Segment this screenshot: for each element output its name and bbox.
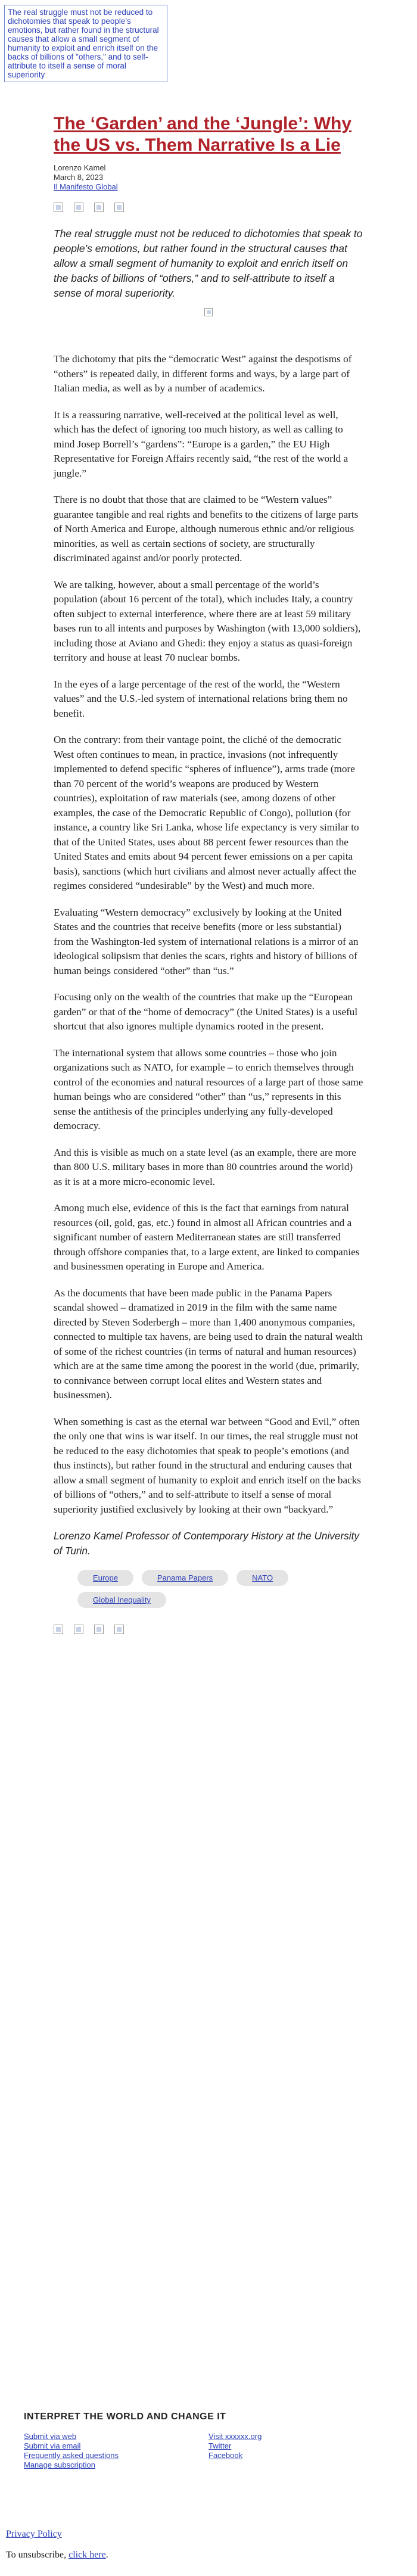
- header-image-alt-text: The real struggle must not be reduced to dichotomies that speak to people's emotions, but rather found in the structural causes that allow a small segment of humanity to exploit and enrich itself on the backs of billions of "others," and to self-attribute to itself a sense of moral superiority: [8, 8, 159, 79]
- facebook-share-icon[interactable]: [54, 203, 63, 212]
- footer-left-column: [24, 2432, 208, 2470]
- paragraph: Evaluating “Western democracy” exclusively by looking at the United States and the countries that receive benefits (more or less substantial) from the Washington-led system of international relations is a mirror of an ideological solipsism that denies the scars, rights and history of billions of human beings considered “other” than “us.”: [54, 906, 359, 976]
- visit-site-link[interactable]: Visit xxxxxx.org: [208, 2432, 262, 2441]
- publication-link[interactable]: Il Manifesto Global: [54, 182, 118, 191]
- manage-subscription-link[interactable]: Manage subscription: [24, 2460, 95, 2469]
- share-icons-bottom: [54, 1625, 363, 1634]
- tag-europe[interactable]: Europe: [77, 1570, 133, 1586]
- article-lead: The real struggle must not be reduced to dichotomies that speak to people’s emotions, but rather found in the structural causes that allow a small segment of humanity to exploit and enrich itself on the backs of billions of “others,” and to self-attribute to itself a sense of moral superiority.: [54, 228, 363, 299]
- linkedin-share-icon[interactable]: [94, 203, 104, 212]
- paragraph: There is no doubt that those that are claimed to be “Western values” guarantee tangible and real rights and benefits to the citizens of large parts of North America and Europe, although numerous ethnic and/or religious minorities, as well as certain sections of society, are structurally discriminated against and/or poorly protected.: [54, 494, 359, 564]
- unsubscribe-line: [6, 2550, 108, 2561]
- paragraph: As the documents that have been made public in the Panama Papers scandal showed – dramatized in 2019 in the film with the same name directed by Steven Soderbergh – more than 1,400 anonymous companies, connected to multiple tax havens, are being used to drain the natural wealth of some of the richest countries (in terms of natural and human resources) which are at the same time among the poorest in the world (due, primarily, to connivance between corrupt local elites and Western states and businessmen).: [54, 1287, 363, 1401]
- unsubscribe-text: To unsubscribe,: [6, 2550, 67, 2560]
- linkedin-share-icon[interactable]: [94, 1625, 104, 1634]
- paragraph: The international system that allows some countries – those who join organizations such as NATO, for example – to enrich themselves through control of the economies and natural resources of a large part of those same human beings who are considered “other” than “us,” represents in this sense the antithesis of the principles underlying any fully-developed democracy.: [54, 1047, 363, 1131]
- author-signature: Lorenzo Kamel Professor of Contemporary History at the University of Turin.: [54, 1530, 359, 1557]
- footer-links: [24, 2432, 393, 2470]
- email-share-icon[interactable]: [114, 203, 124, 212]
- header-image[interactable]: [4, 5, 167, 82]
- paragraph: Focusing only on the wealth of the countries that make up the “European garden” or that of the “home of democracy” (the United States) is a useful shortcut that also ignores multiple dynamics rooted in the present.: [54, 991, 358, 1032]
- article-meta: [54, 163, 363, 192]
- privacy-policy-link[interactable]: Privacy Policy: [6, 2529, 62, 2539]
- paragraph: And this is visible as much on a state level (as an example, there are more than 800 U.S. military bases in more than 80 countries around the world) as it is at a more micro-economic level.: [54, 1146, 356, 1187]
- article-date: March 8, 2023: [54, 173, 104, 182]
- article-hero-image: [204, 308, 213, 316]
- unsubscribe-end: .: [105, 2550, 108, 2560]
- faq-link[interactable]: Frequently asked questions: [24, 2451, 119, 2460]
- paragraph: On the contrary: from their vantage point, the cliché of the democratic West often continues to mean, in practice, invasions (not infrequently implemented to defend specific “spheres of influence”), arms trade (more than 70 percent of the world’s weapons are produced by Western countries), exploitation of raw materials (see, among dozens of other examples, the case of the Democratic Republic of Congo), pollution (for instance, a country like Sri Lanka, whose life expectancy is very similar to that of the United States, uses about 88 percent fewer resources than the United States and emits about 94 percent fewer emissions on a per capita basis), sanctions (which hurt civilians and almost never actually affect the regimes considered “undesirable” by the West) and much more.: [54, 734, 359, 891]
- paragraph: It is a reassuring narrative, well-received at the political level as well, which has the defect of ignoring too much history, as well as calling to mind Josep Borrell’s “gardens”: “Europe is a garden,” the EU High Representative for Foreign Affairs recently said, “the rest of the world a jungle.”: [54, 409, 348, 479]
- paragraph: Among much else, evidence of this is the fact that earnings from natural resources (oil, gold, gas, etc.) found in almost all African countries and a significant number of eastern Mediterranean states are still transferred through offshore companies that, to a large extent, are linked to companies and businessmen operating in Europe and America.: [54, 1202, 360, 1272]
- paragraph: In the eyes of a large percentage of the rest of the world, the “Western values” and the U.S.-led system of international relations bring them no benefit.: [54, 678, 348, 719]
- twitter-share-icon[interactable]: [74, 1625, 83, 1634]
- facebook-share-icon[interactable]: [54, 1625, 63, 1634]
- submit-web-link[interactable]: Submit via web: [24, 2432, 77, 2441]
- tag-panama-papers[interactable]: Panama Papers: [142, 1570, 228, 1586]
- tag-nato[interactable]: NATO: [236, 1570, 288, 1586]
- footer: [24, 2412, 393, 2470]
- paragraph: We are talking, however, about a small percentage of the world’s population (about 16 percent of the total), which includes Italy, a country often subject to external interference, where there are at least 59 military bases run to all intents and purposes by Washington (with 13,000 soldiers), including those at Aviano and Ghedi: they enjoy a status as quasi-foreign territory and house at least 70 nuclear bombs.: [54, 578, 361, 663]
- paragraph: When something is cast as the eternal war between “Good and Evil,” often the only one that wins is war itself. In our times, the real struggle must not be reduced to the easy dichotomies that speak to people’s emotions (and thus instincts), but rather found in the structural and enduring causes that allow a small segment of humanity to exploit and enrich itself on the backs of billions of “others,” and to self-attribute to itself a sense of moral superiority justified exclusively by looking at their own “backyard.”: [54, 1415, 361, 1515]
- article-author: Lorenzo Kamel: [54, 163, 106, 172]
- share-icons-top: [54, 203, 363, 212]
- footer-right-column: [208, 2432, 393, 2470]
- submit-email-link[interactable]: Submit via email: [24, 2441, 81, 2450]
- unsubscribe-link[interactable]: click here: [69, 2550, 106, 2560]
- tag-global-inequality[interactable]: Global Inequality: [77, 1592, 166, 1608]
- twitter-link[interactable]: Twitter: [208, 2441, 232, 2450]
- email-share-icon[interactable]: [114, 1625, 124, 1634]
- article-body: [54, 352, 363, 1558]
- facebook-link[interactable]: Facebook: [208, 2451, 243, 2460]
- paragraph: The dichotomy that pits the “democratic West” against the despotisms of “others” is repeated daily, in different forms and ways, by a large part of Italian media, as well as by a number of academics.: [54, 353, 352, 394]
- tag-list: [77, 1570, 328, 1608]
- twitter-share-icon[interactable]: [74, 203, 83, 212]
- article-title[interactable]: The ‘Garden’ and the ‘Jungle’: Why the US vs. Them Narrative Is a Lie: [54, 114, 352, 155]
- footer-title: INTERPRET THE WORLD AND CHANGE IT: [24, 2412, 226, 2422]
- article: [54, 113, 363, 1634]
